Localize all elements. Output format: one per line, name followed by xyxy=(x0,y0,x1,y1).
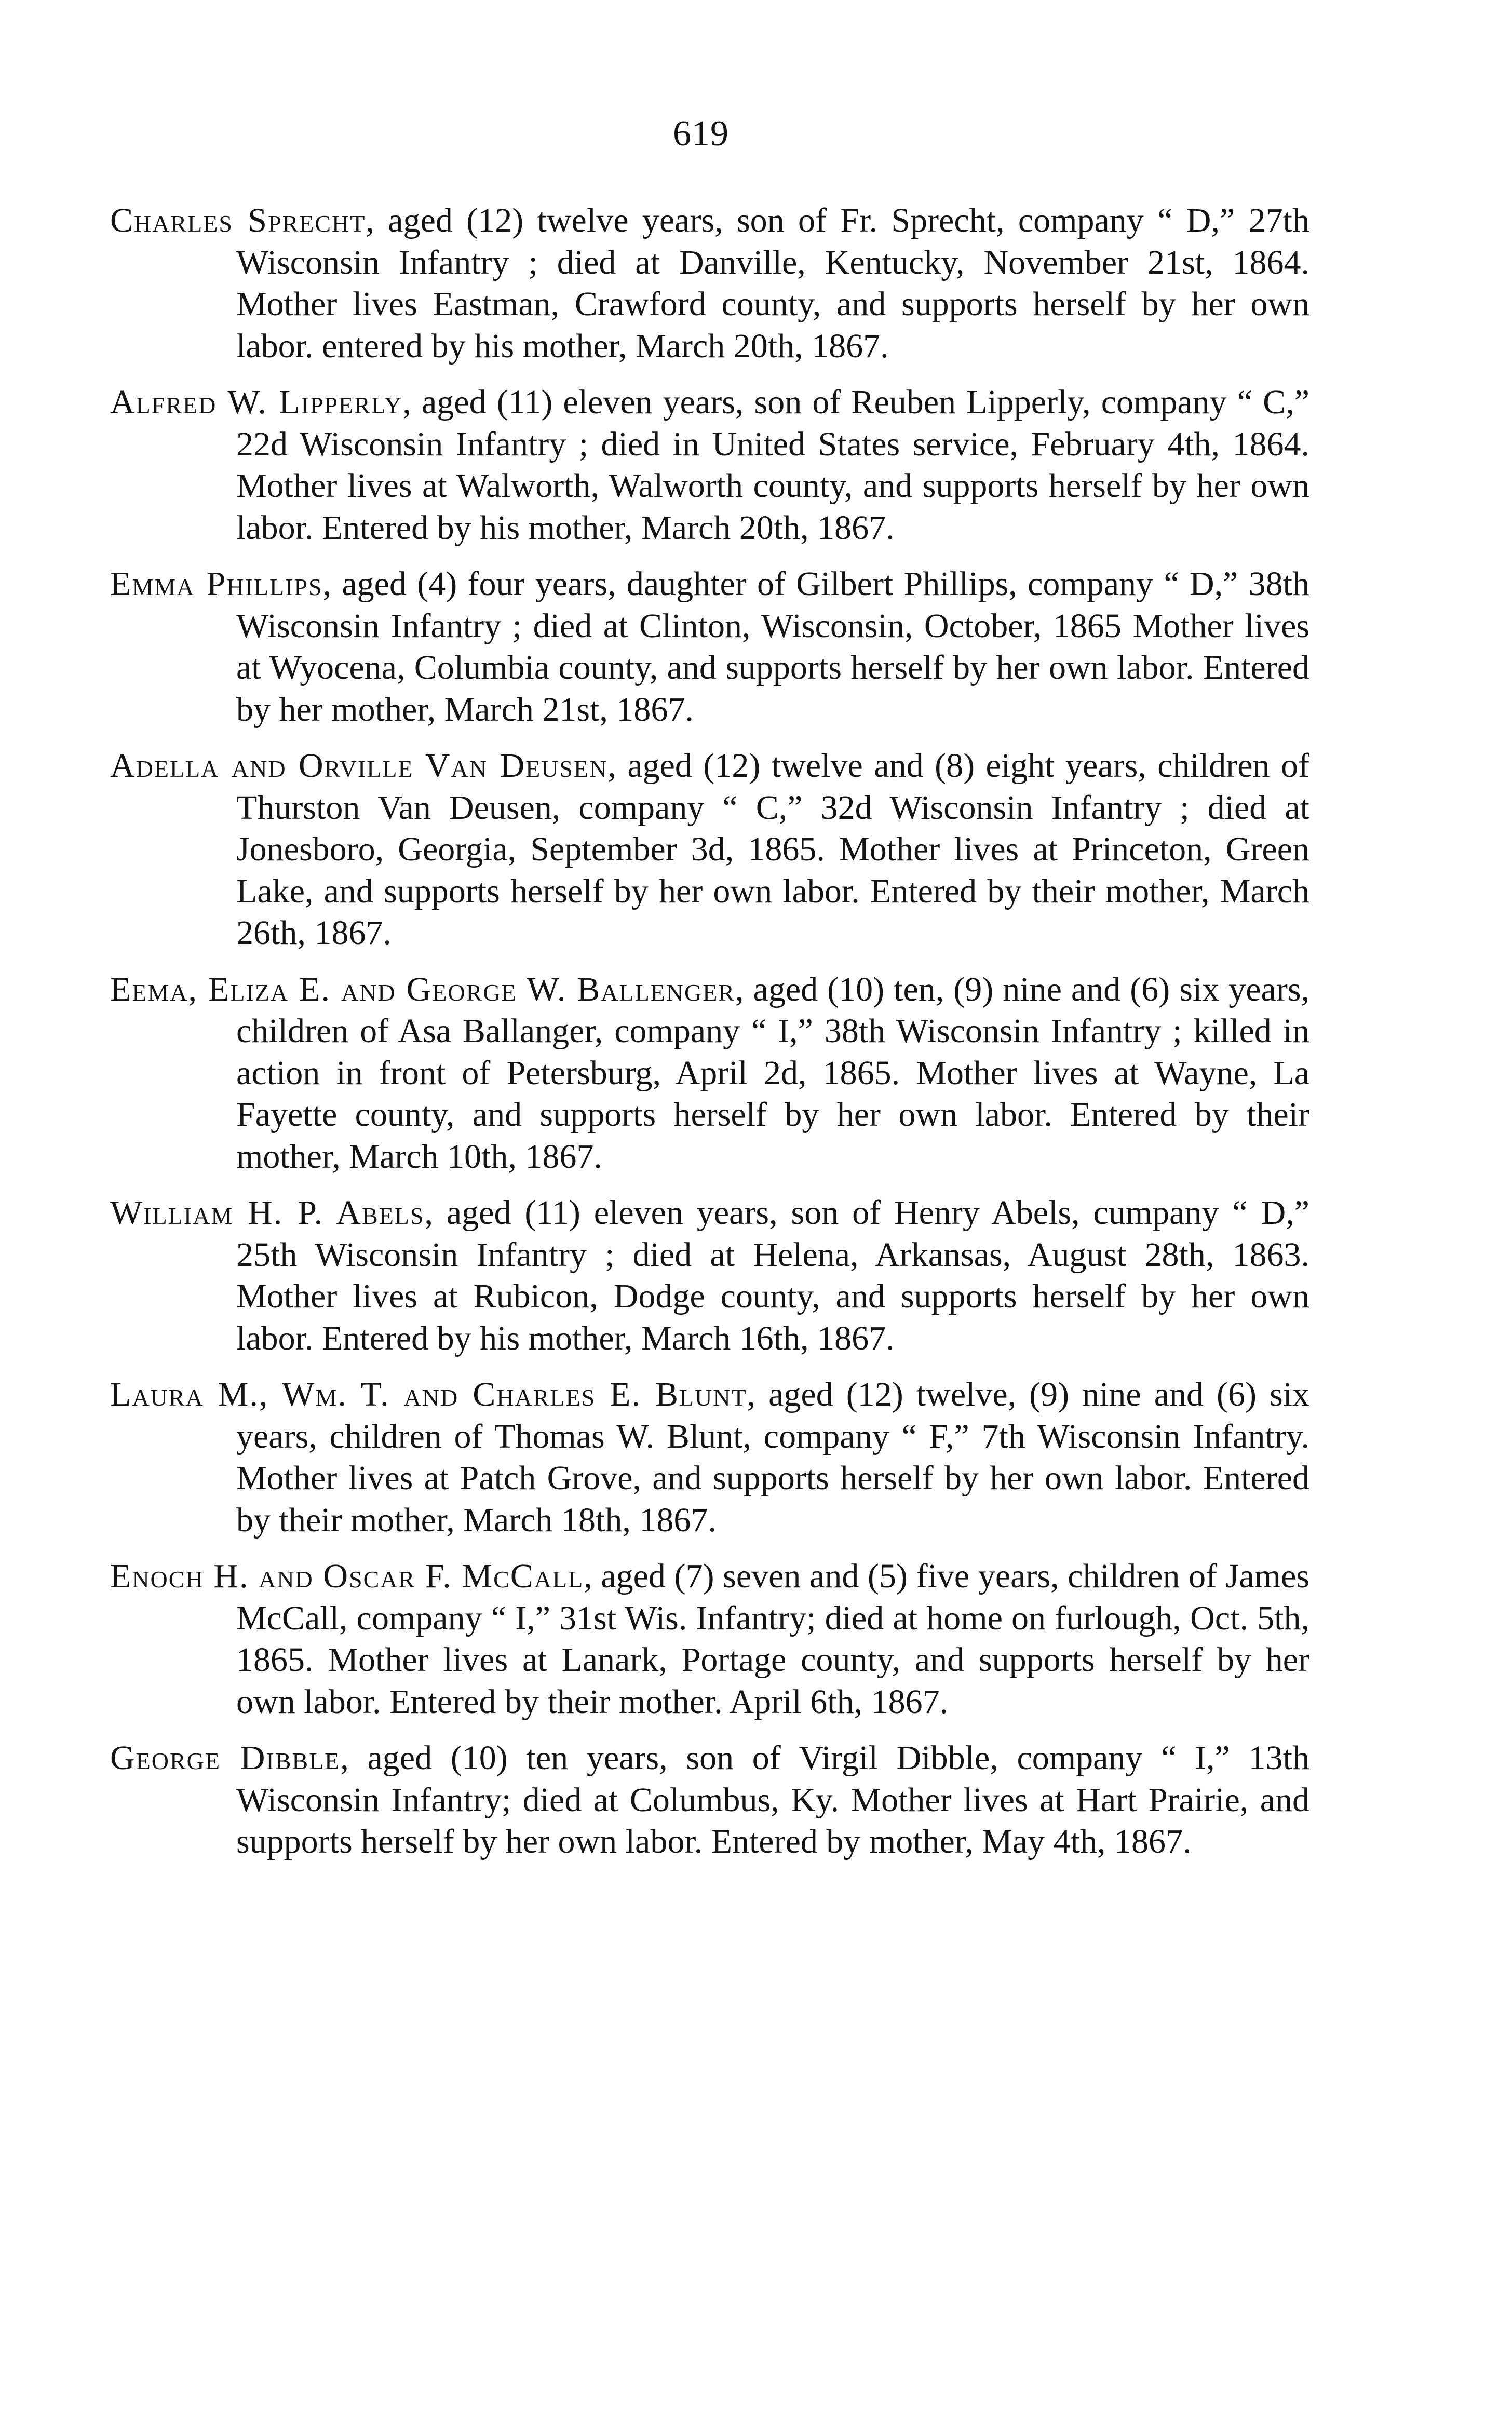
entry-name: Emma Phillips xyxy=(110,565,323,603)
entry-name: Alfred W. Lipperly xyxy=(110,383,403,421)
entry-name: Adella and Orville Van Deusen xyxy=(110,747,608,785)
entry-name: Enoch H. and Oscar F. McCall xyxy=(110,1557,584,1595)
list-item xyxy=(110,1192,1310,1359)
list-item xyxy=(110,745,1310,954)
entry-name: Eema, Eliza E. and George W. Ballenger xyxy=(110,970,735,1008)
entry-name: George Dibble xyxy=(110,1739,341,1777)
entry-name: Laura M., Wm. T. and Charles E. Blunt xyxy=(110,1375,747,1413)
entry-list xyxy=(110,200,1310,1878)
list-item xyxy=(110,1737,1310,1863)
list-item xyxy=(110,1556,1310,1723)
entry-name: Charles Sprecht xyxy=(110,201,366,239)
list-item xyxy=(110,563,1310,731)
page-number: 619 xyxy=(673,114,729,154)
entry-text: , aged (12) twelve and (8) eight years, children of Thurston Van Deusen, company “ C,” 32d Wisconsin Infantry ; died at Jonesboro, Georgia, September 3d, 1865. Mother lives at Princeton, Green Lake, and supports herself by her own labor. Entered by their mother, March 26th, 1867. xyxy=(236,747,1310,952)
entry-text: , aged (7) seven and (5) five years, children of James McCall, company “ I,” 31st Wis. Infantry; died at home on furlough, Oct. 5th, 1865. Mother lives at Lanark, Portage county, and supports herself by her own labor. Entered by their mother. April 6th, 1867. xyxy=(236,1557,1310,1721)
entry-text: , aged (10) ten years, son of Virgil Dibble, company “ I,” 13th Wisconsin Infantry; died at Columbus, Ky. Mother lives at Hart Prairie, and supports herself by her own labor. Entered by mother, May 4th, 1867. xyxy=(236,1739,1310,1860)
list-item xyxy=(110,200,1310,367)
list-item xyxy=(110,969,1310,1178)
entry-text: , aged (4) four years, daughter of Gilbert Phillips, company “ D,” 38th Wisconsin Infantry ; died at Clinton, Wisconsin, October, 1865 Mother lives at Wyocena, Columbia county, and supports herself by her own labor. Entered by her mother, March 21st, 1867. xyxy=(236,565,1310,729)
entry-name: William H. P. Abels xyxy=(110,1194,425,1232)
list-item xyxy=(110,382,1310,549)
entry-text: , aged (11) eleven years, son of Reuben Lipperly, company “ C,” 22d Wisconsin Infantry ; died in United States service, February 4th, 1864. Mother lives at Walworth, Walworth county, and supports herself by her own labor. Entered by his mother, March 20th, 1867. xyxy=(236,383,1310,547)
entry-text: , aged (10) ten, (9) nine and (6) six years, children of Asa Ballanger, company “ I,” 38th Wisconsin Infantry ; killed in action in front of Petersburg, April 2d, 1865. Mother lives at Wayne, La Fayette county, and supports herself by her own labor. Entered by their mother, March 10th, 1867. xyxy=(236,970,1310,1176)
list-item xyxy=(110,1374,1310,1541)
entry-text: , aged (12) twelve, (9) nine and (6) six years, children of Thomas W. Blunt, company “ F,” 7th Wisconsin Infantry. Mother lives at Patch Grove, and supports herself by her own labor. Entered by their mother, March 18th, 1867. xyxy=(236,1375,1310,1539)
entry-text: , aged (11) eleven years, son of Henry Abels, cumpany “ D,” 25th Wisconsin Infantry ; died at Helena, Arkansas, August 28th, 1863. Mother lives at Rubicon, Dodge county, and supports herself by her own labor. Entered by his mother, March 16th, 1867. xyxy=(236,1194,1310,1357)
entry-text: , aged (12) twelve years, son of Fr. Sprecht, company “ D,” 27th Wisconsin Infantry ; died at Danville, Kentucky, November 21st, 1864. Mother lives Eastman, Crawford county, and supports herself by her own labor. entered by his mother, March 20th, 1867. xyxy=(236,201,1310,365)
